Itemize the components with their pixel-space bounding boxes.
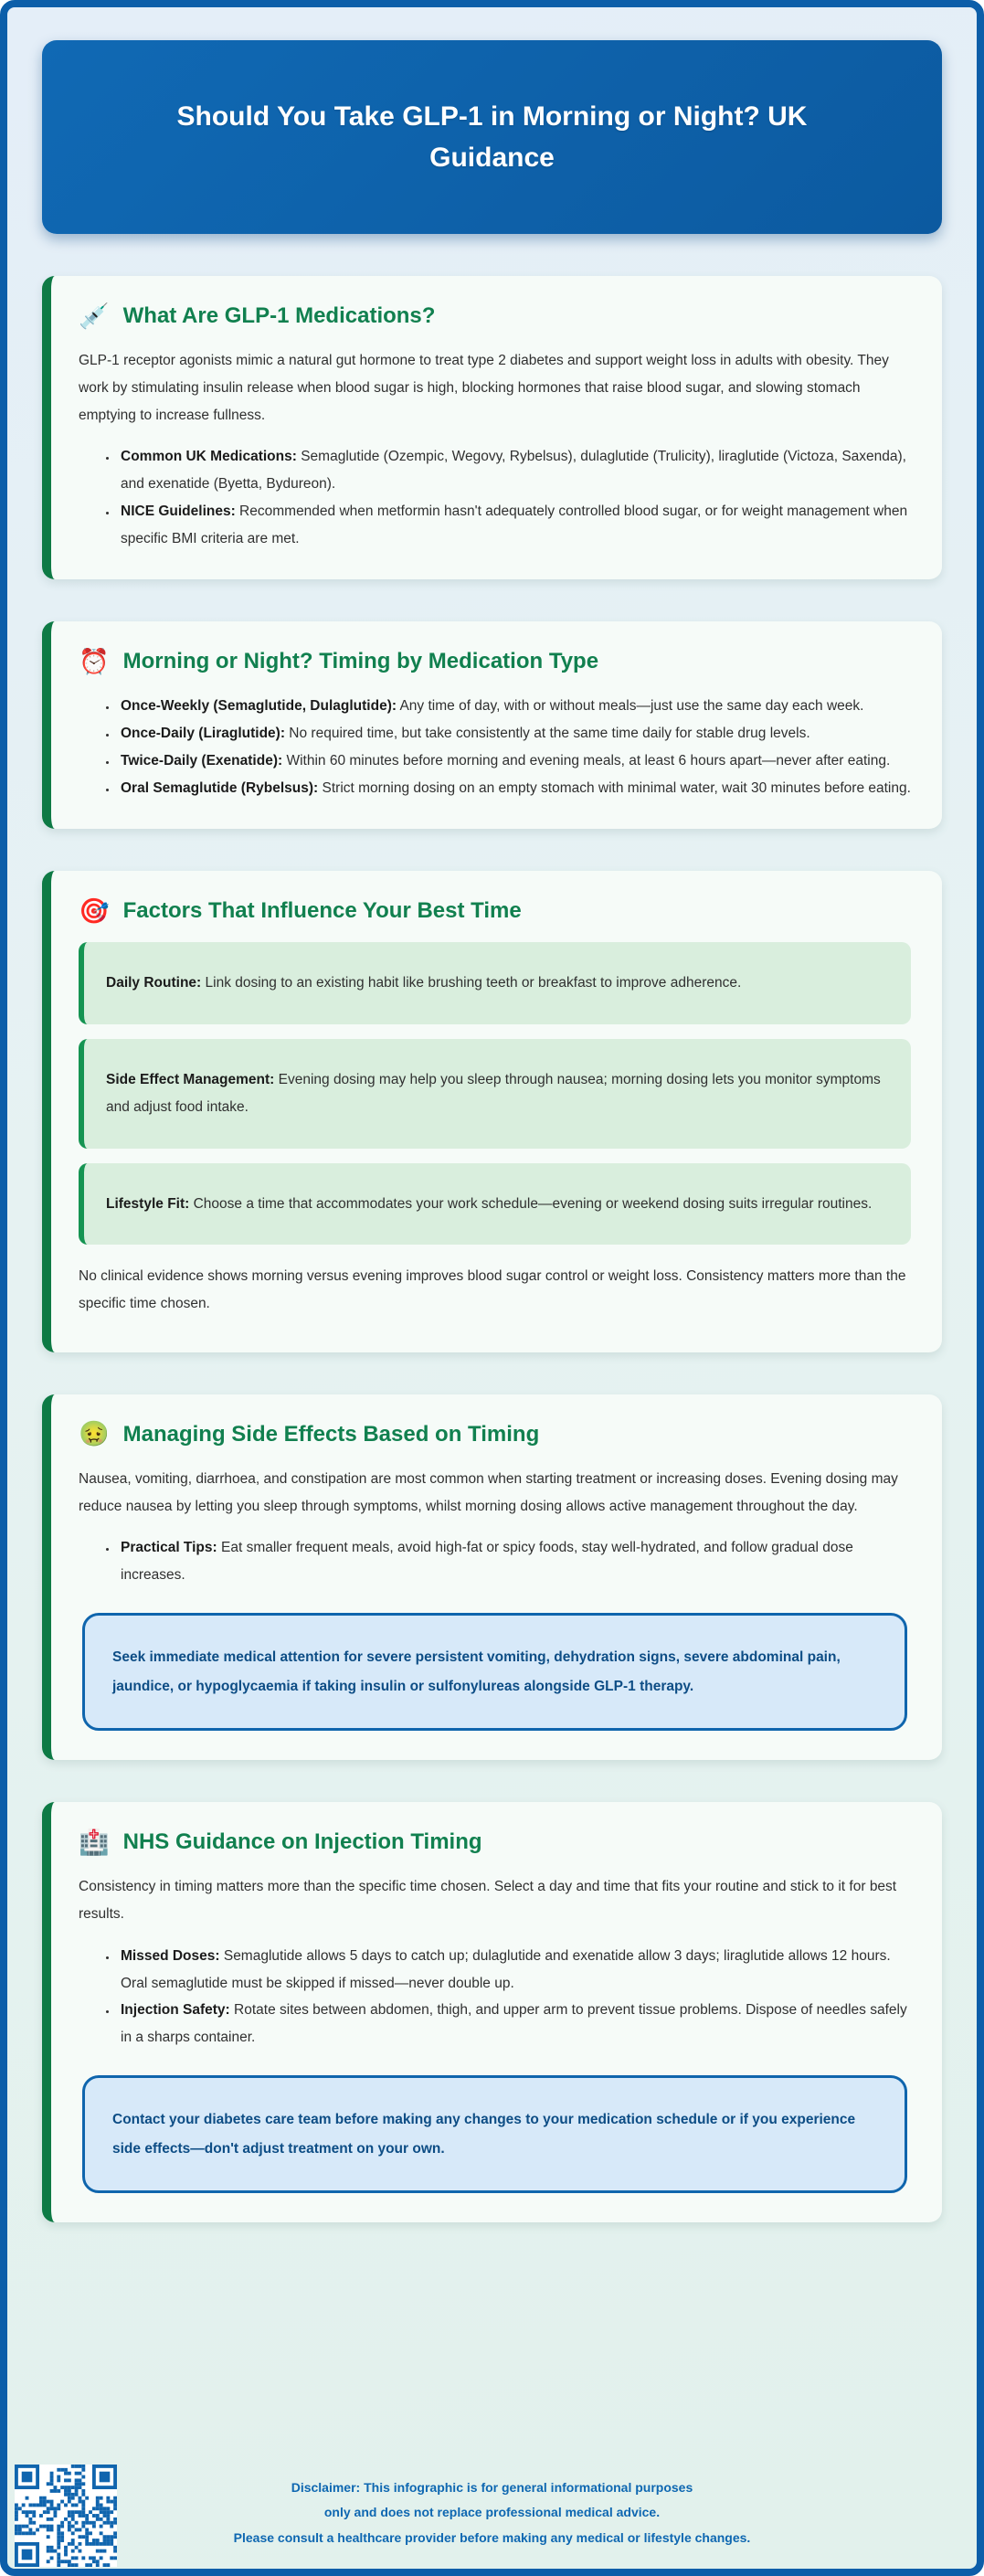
bullet-label: NICE Guidelines: — [121, 503, 236, 519]
medical-warning-alert: Seek immediate medical attention for severe persistent vomiting, dehydration signs, severe abdominal pain, jaundice, or hypoglycaemia if taking insulin or sulfonylureas alongside GLP-1 therapy. — [82, 1613, 907, 1732]
bullet-text: Semaglutide (Ozempic, Wegovy, Rybelsus), dulaglutide (Trulicity), liraglutide (Victoza, Saxenda), and exenatide (Byetta, Bydureon). — [121, 449, 906, 492]
section-timing-by-type — [42, 621, 942, 829]
bullet-item — [117, 1943, 911, 1998]
factor-text: Link dosing to an existing habit like brushing teeth or breakfast to improve adherence. — [201, 975, 742, 991]
factor-text: Evening dosing may help you sleep through nausea; morning dosing lets you monitor symptoms and adjust food intake. — [106, 1072, 881, 1115]
bullet-item — [117, 1534, 911, 1589]
factor-label: Lifestyle Fit: — [106, 1195, 190, 1212]
bullet-text: Strict morning dosing on an empty stomach with minimal water, wait 30 minutes before eating. — [318, 779, 911, 796]
bullet-item — [117, 1997, 911, 2051]
bullet-item — [117, 498, 911, 553]
section-outro: No clinical evidence shows morning versus evening improves blood sugar control or weight loss. Consistency matters more than the specific time chosen. — [79, 1268, 906, 1311]
nauseated-face-icon: 🤢 — [79, 1420, 110, 1448]
section-heading-text: NHS Guidance on Injection Timing — [122, 1829, 482, 1855]
section-heading-text: What Are GLP-1 Medications? — [122, 303, 436, 328]
bullet-text: Any time of day, with or without meals—just use the same day each week. — [397, 698, 864, 715]
section-side-effects — [42, 1394, 942, 1761]
syringe-icon: 💉 — [79, 302, 110, 330]
bullet-label: Once-Weekly (Semaglutide, Dulaglutide): — [121, 698, 397, 715]
section-timing-by-type-heading — [79, 649, 911, 674]
page-footer — [7, 2454, 977, 2569]
bullet-item — [117, 747, 911, 775]
bullet-text: Within 60 minutes before morning and evening meals, at least 6 hours apart—never after eating. — [282, 752, 891, 769]
factor-text: Choose a time that accommodates your work schedule—evening or weekend dosing suits irregular routines. — [189, 1195, 873, 1212]
bullet-item — [117, 720, 911, 747]
bullet-list — [79, 1943, 911, 2051]
section-heading-text: Morning or Night? Timing by Medication Type — [122, 649, 599, 674]
bullet-list — [79, 443, 911, 552]
bullet-text: Rotate sites between abdomen, thigh, and upper arm to prevent tissue problems. Dispose of needles safely in a sharps container. — [121, 2002, 907, 2046]
section-heading-text: Factors That Influence Your Best Time — [122, 898, 522, 924]
disclaimer-label: Disclaimer: — [291, 2480, 361, 2496]
bullet-label: Practical Tips: — [121, 1540, 217, 1556]
section-factors-heading — [79, 898, 911, 924]
factor-box-side-effect-management — [79, 1039, 911, 1149]
bullet-label: Oral Semaglutide (Rybelsus): — [121, 779, 319, 796]
target-icon: 🎯 — [79, 896, 110, 925]
factor-label: Daily Routine: — [106, 975, 202, 991]
bullet-label: Common UK Medications: — [121, 449, 297, 465]
bullet-label: Once-Daily (Liraglutide): — [121, 726, 285, 741]
bullet-label: Missed Doses: — [121, 1947, 220, 1964]
bullet-label: Injection Safety: — [121, 2002, 230, 2019]
section-intro: GLP-1 receptor agonists mimic a natural gut hormone to treat type 2 diabetes and support weight loss in adults with obesity. They work by stimulating insulin release when blood sugar is high, blocking hormones that raise blood sugar, and slowing stomach emptying to increase fullness. — [79, 353, 889, 423]
bullet-item — [117, 775, 911, 802]
care-team-alert: Contact your diabetes care team before making any changes to your medication schedule or if you experience side effects—don't adjust treatment on your own. — [82, 2075, 907, 2194]
page-header — [42, 40, 942, 234]
section-factors — [42, 871, 942, 1352]
section-intro: Consistency in timing matters more than the specific time chosen. Select a day and time that fits your routine and stick to it for best results. — [79, 1879, 897, 1923]
bullet-text: No required time, but take consistently at the same time daily for stable drug levels. — [285, 726, 810, 741]
bullet-item — [117, 443, 911, 498]
disclaimer-line2: only and does not replace professional medical advice. — [323, 2505, 661, 2520]
section-nhs-guidance-heading — [79, 1829, 911, 1855]
page-title: Should You Take GLP-1 in Morning or Night? UK Guidance — [176, 101, 808, 173]
factor-box-lifestyle-fit — [79, 1163, 911, 1246]
section-nhs-guidance — [42, 1802, 942, 2222]
disclaimer-line1: This infographic is for general informational purposes — [360, 2480, 693, 2496]
factor-box-daily-routine — [79, 942, 911, 1024]
bullet-list — [79, 693, 911, 801]
disclaimer — [234, 2475, 751, 2550]
section-what-are-glp1-heading — [79, 303, 911, 329]
alarm-clock-icon: ⏰ — [79, 647, 110, 675]
bullet-text: Eat smaller frequent meals, avoid high-fat or spicy foods, stay well-hydrated, and follow gradual dose increases. — [121, 1540, 853, 1583]
section-heading-text: Managing Side Effects Based on Timing — [122, 1421, 540, 1447]
bullet-label: Twice-Daily (Exenatide): — [121, 752, 283, 769]
bullet-text: Semaglutide allows 5 days to catch up; dulaglutide and exenatide allow 3 days; liraglutide allows 12 hours. Oral semaglutide must be skipped if missed—never double up. — [121, 1947, 891, 1991]
bullet-list — [79, 1534, 911, 1589]
section-what-are-glp1 — [42, 276, 942, 579]
bullet-text: Recommended when metformin hasn't adequately controlled blood sugar, or for weight management when specific BMI criteria are met. — [121, 503, 908, 546]
bullet-item — [117, 693, 911, 720]
hospital-icon: 🏥 — [79, 1828, 110, 1856]
section-side-effects-heading — [79, 1422, 911, 1447]
section-intro: Nausea, vomiting, diarrhoea, and constipation are most common when starting treatment or increasing doses. Evening dosing may reduce nausea by letting you sleep through symptoms, whilst morning dosing allows active management throughout the day. — [79, 1470, 898, 1514]
factor-label: Side Effect Management: — [106, 1072, 275, 1087]
disclaimer-line3: Please consult a healthcare provider before making any medical or lifestyle changes. — [233, 2529, 751, 2545]
qr-code — [15, 2465, 117, 2567]
